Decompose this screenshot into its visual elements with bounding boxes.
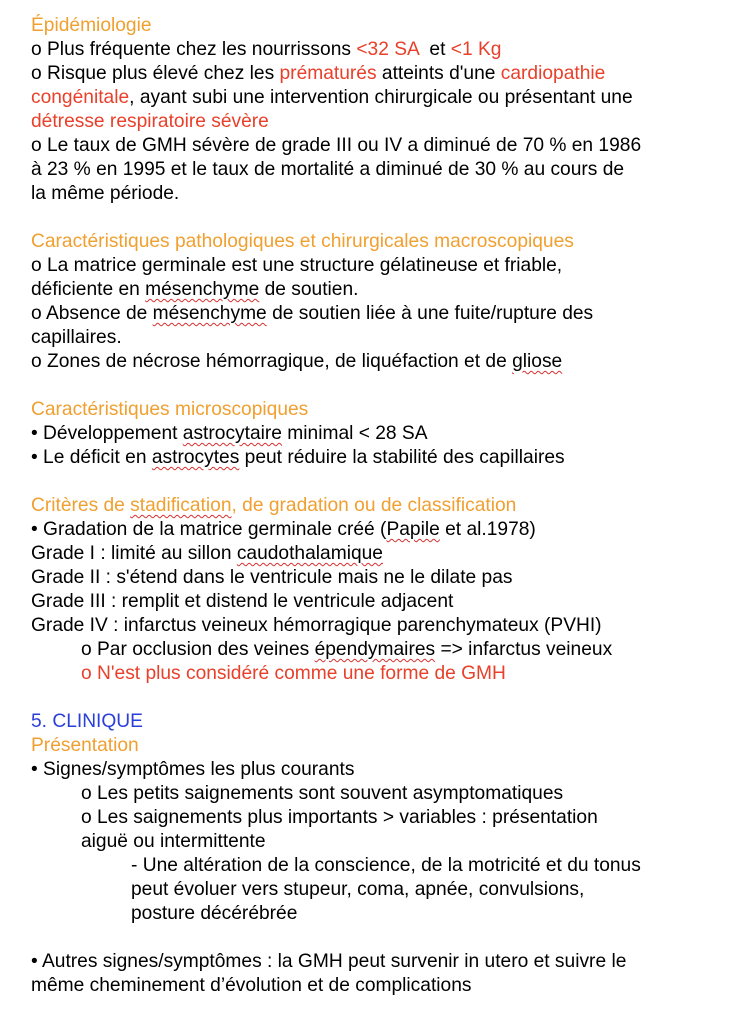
text-line: • Gradation de la matrice germinale créé (Papile et al.1978) — [31, 519, 536, 540]
spacer — [31, 206, 721, 230]
spellcheck-word: caudothalamique — [236, 543, 383, 564]
text-line: o Par occlusion des veines épendymaires => infarctus veineux — [81, 639, 613, 660]
spacer — [31, 686, 721, 710]
text-line: Grade IV : infarctus veineux hémorragique parenchymateux (PVHI) — [31, 615, 602, 636]
spellcheck-word: stadification — [130, 495, 232, 516]
spellcheck-word: Papile — [386, 519, 440, 540]
text-line: o Absence de mésenchyme de soutien liée à une fuite/rupture des — [31, 303, 594, 324]
text-line: o Risque plus élevé chez les prématurés atteints d'une cardiopathie — [31, 63, 606, 84]
chapter-heading: 5. CLINIQUE — [31, 711, 143, 732]
text-line: peut évoluer vers stupeur, coma, apnée, convulsions, — [131, 879, 585, 900]
text-line: • Signes/symptômes les plus courants — [31, 759, 355, 780]
text-line: même cheminement d’évolution et de complications — [31, 975, 472, 996]
text-line: o La matrice germinale est une structure gélatineuse et friable, — [31, 255, 563, 276]
spacer — [31, 470, 721, 494]
spellcheck-word: astrocytes — [151, 447, 240, 468]
text-line: Grade II : s'étend dans le ventricule mais ne le dilate pas — [31, 567, 513, 588]
text-line: - Une altération de la conscience, de la motricité et du tonus — [131, 855, 641, 876]
text-line: • Autres signes/symptômes : la GMH peut survenir in utero et suivre le — [31, 951, 627, 972]
spellcheck-word: astrocytaire — [182, 423, 282, 444]
text-line: o Le taux de GMH sévère de grade III ou IV a diminué de 70 % en 1986 — [31, 135, 642, 156]
text-line: o Les saignements plus importants > variables : présentation — [81, 807, 598, 828]
text-line: o N'est plus considéré comme une forme de GMH — [81, 663, 506, 684]
text-line: Grade I : limité au sillon caudothalamique — [31, 543, 383, 564]
spellcheck-word: gliose — [512, 351, 563, 372]
text-line: congénitale, ayant subi une intervention chirurgicale ou présentant une — [31, 87, 633, 108]
text-line: aiguë ou intermittente — [81, 831, 266, 852]
section-title-presentation: Présentation — [31, 735, 139, 756]
text-line: o Plus fréquente chez les nourrissons <32 SA et <1 Kg — [31, 39, 502, 60]
spacer — [31, 374, 721, 398]
text-line: o Zones de nécrose hémorragique, de liquéfaction et de gliose — [31, 351, 563, 372]
text-line: o Les petits saignements sont souvent asymptomatiques — [81, 783, 564, 804]
section-title-pathologie: Caractéristiques pathologiques et chirurgicales macroscopiques — [31, 231, 574, 252]
section-title-microscopiques: Caractéristiques microscopiques — [31, 399, 309, 420]
text-line: à 23 % en 1995 et le taux de mortalité a diminué de 30 % au cours de — [31, 159, 625, 180]
text-line: la même période. — [31, 183, 180, 204]
text-line: posture décérébrée — [131, 903, 298, 924]
spellcheck-word: épendymaires — [314, 639, 436, 660]
spellcheck-word: mésenchyme — [145, 279, 260, 300]
section-title-epidemiologie: Épidémiologie — [31, 15, 152, 36]
text-line: • Développement astrocytaire minimal < 28 SA — [31, 423, 428, 444]
text-line: détresse respiratoire sévère — [31, 111, 269, 132]
text-line: capillaires. — [31, 327, 122, 348]
text-line: déficiente en mésenchyme de soutien. — [31, 279, 359, 300]
text-line: • Le déficit en astrocytes peut réduire la stabilité des capillaires — [31, 447, 565, 468]
text-line: Grade III : remplit et distend le ventricule adjacent — [31, 591, 454, 612]
spellcheck-word: mésenchyme — [152, 303, 267, 324]
section-title-criteres: Critères de stadification, de gradation ou de classification — [31, 495, 517, 516]
spacer — [31, 926, 721, 950]
